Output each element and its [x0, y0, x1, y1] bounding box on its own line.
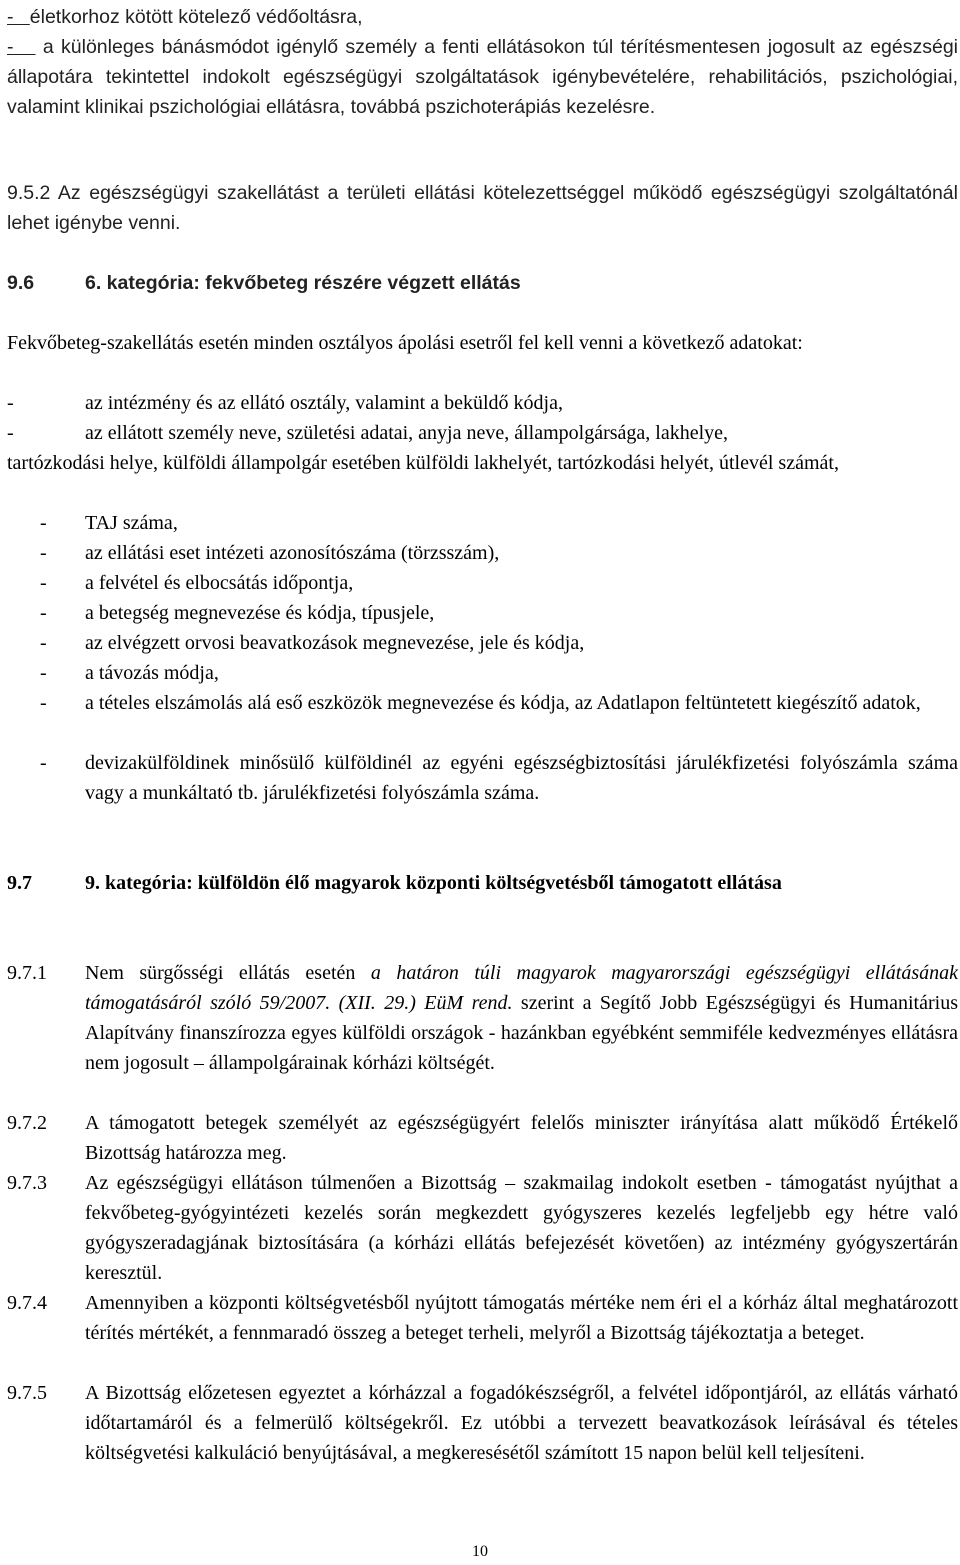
paragraph-number-9-7-5: 9.7.5 — [7, 1382, 47, 1404]
list-item-institution: az intézmény és az ellátó osztály, valamint a beküldő kódja, — [85, 392, 563, 414]
list-item-person-rest: tartózkodási helye, külföldi állampolgár esetében külföldi lakhelyét, tartózkodási helyét, útlevél számát, — [7, 452, 839, 474]
section-number-9-6: 9.6 — [7, 272, 35, 294]
paragraph-number-9-7-2: 9.7.2 — [7, 1112, 47, 1134]
paragraph-number-9-7-4: 9.7.4 — [7, 1292, 47, 1314]
list-item-diagnosis: a betegség megnevezése és kódja, típusjele, — [85, 602, 435, 624]
paragraph-9-7-3: Az egészségügyi ellátáson túlmenően a Bizottság – szakmailag indokolt esetben - támogatást nyújthat a fekvőbeteg-gyógyintézeti kezelés során megkezdett gyógyszeres kezelés legfeljebb egy hétre való gyógyszeradagjának biztosítására (a kórházi ellátás befejezését követően) az intézmény gyógyszertárán keresztül. — [85, 1172, 958, 1284]
list-dash: - — [40, 572, 47, 594]
paragraph-9-7-5: A Bizottság előzetesen egyeztet a kórházzal a fogadókészségről, a felvétel időpontjáról, az ellátás várható időtartamáról és a felmerülő költségekről. Ez utóbbi a tervezett beavatkozások leírásával és tételes költségvetési kalkuláció benyújtásával, a megkeresésétől számított 15 napon belül kell teljesíteni. — [85, 1382, 958, 1464]
list-item-case-id: az ellátási eset intézeti azonosítószáma (törzsszám), — [85, 542, 500, 564]
list-item-taj: TAJ száma, — [85, 512, 178, 534]
list-item-person-first: az ellátott személy neve, születési adatai, anyja neve, állampolgársága, lakhelye, — [85, 422, 729, 444]
list-dash: - — [40, 542, 47, 564]
list-dash: - — [40, 692, 47, 714]
paragraph-9-5-2: 9.5.2 Az egészségügyi szakellátást a területi ellátási kötelezettséggel működő egészségügyi szolgáltatónál lehet igénybe venni. — [7, 182, 958, 234]
list-item-special-needs: - a különleges bánásmódot igénylő személy a fenti ellátásokon túl térítésmentesen jogosult az egészségi állapotára tekintettel indokolt egészségügyi szolgáltatások igénybevételére, rehabilitációs, pszichológiai, valamint klinikai pszichológiai ellátásra, továbbá pszichoterápiás kezelésre. — [7, 36, 958, 118]
section-number-9-7: 9.7 — [7, 872, 32, 894]
paragraph-9-6-intro: Fekvőbeteg-szakellátás esetén minden osztályos ápolási esetről fel kell venni a következő adatokat: — [7, 332, 803, 354]
paragraph-9-7-1: Nem sürgősségi ellátás esetén a határon túli magyarok magyarországi egészségügyi ellátásának támogatásáról szóló 59/2007. (XII. 29.) EüM rend. szerint a Segítő Jobb Egészségügyi és Humanitárius Alapítvány finanszírozza egyes külföldi országok - hazánkban egyébként semmiféle kedvezményes ellátásra nem jogosult – állampolgárainak kórházi költségét. — [85, 962, 959, 1074]
section-title-9-6: 6. kategória: fekvőbeteg részére végzett ellátás — [85, 272, 521, 294]
list-dash: - — [7, 422, 14, 444]
list-dash: - — [40, 752, 47, 774]
paragraph-number-9-7-3: 9.7.3 — [7, 1172, 47, 1194]
page-number: 10 — [472, 1543, 488, 1560]
list-dash: - — [40, 602, 47, 624]
list-item-devices: a tételes elszámolás alá eső eszközök megnevezése és kódja, az Adatlapon feltüntetett kiegészítő adatok, — [85, 692, 921, 714]
list-item-discharge: a távozás módja, — [85, 662, 219, 684]
list-dash: - — [40, 512, 47, 534]
list-item-vaccination: - életkorhoz kötött kötelező védőoltásra, — [7, 6, 363, 28]
paragraph-9-7-4: Amennyiben a központi költségvetésből nyújtott támogatás mértéke nem éri el a kórház által meghatározott térítés mértékét, a fennmaradó összeg a beteget terheli, melyről a Bizottság tájékoztatja a beteget. — [85, 1292, 958, 1344]
list-dash: - — [7, 36, 14, 58]
list-dash: - — [40, 662, 47, 684]
paragraph-number-9-7-1: 9.7.1 — [7, 962, 47, 984]
list-dash: - — [7, 6, 14, 28]
section-title-9-7: 9. kategória: külföldön élő magyarok központi költségvetésből támogatott ellátása — [85, 872, 782, 894]
list-item-procedures: az elvégzett orvosi beavatkozások megnevezése, jele és kódja, — [85, 632, 585, 654]
list-dash: - — [7, 392, 14, 414]
list-item-foreign-account: devizakülföldinek minősülő külföldinél az egyéni egészségbiztosítási járulékfizetési folyószámla száma vagy a munkáltató tb. járulékfizetési folyószámla száma. — [85, 752, 958, 804]
list-dash: - — [40, 632, 47, 654]
list-item-admission: a felvétel és elbocsátás időpontja, — [85, 572, 354, 594]
paragraph-9-7-2: A támogatott betegek személyét az egészségügyért felelős miniszter irányítása alatt működő Értékelő Bizottság határozza meg. — [85, 1112, 958, 1164]
